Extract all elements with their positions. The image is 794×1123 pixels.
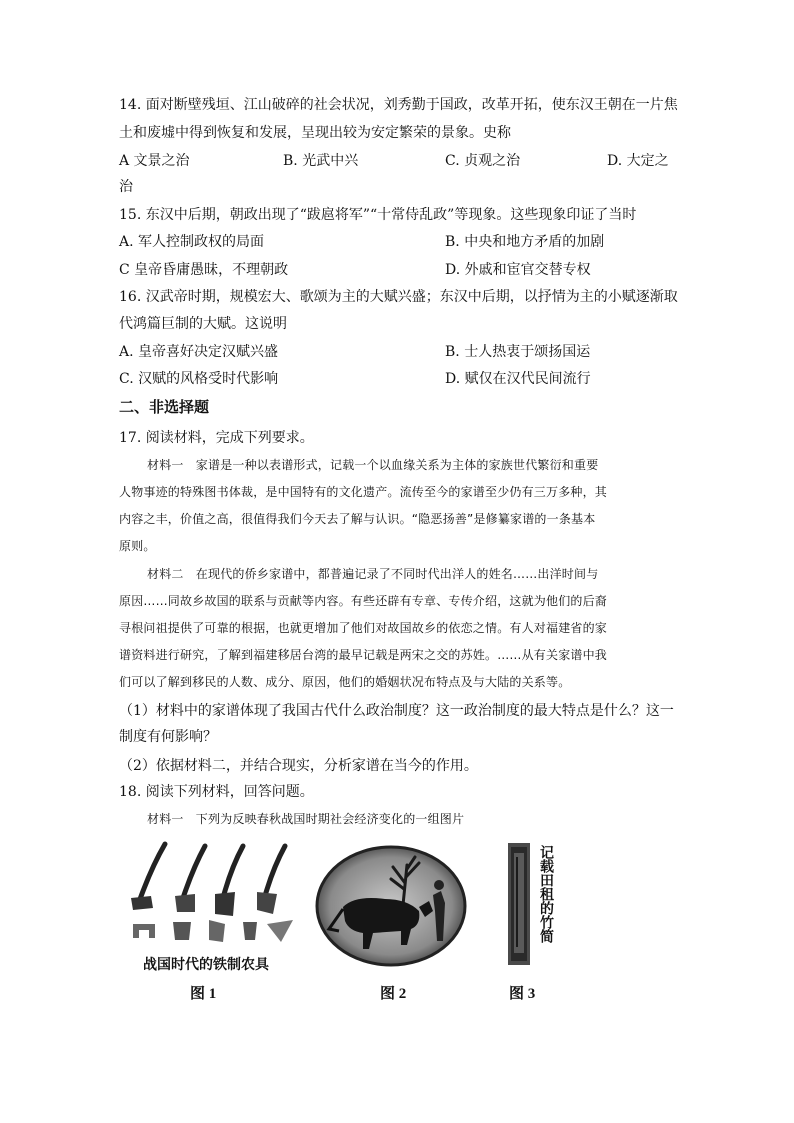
q16-stem-line2: 代鸿篇巨制的大赋。这说明	[119, 316, 287, 332]
bamboo-slip-image	[506, 843, 532, 965]
q17-material1-line1: 材料一 家谱是一种以表谱形式，记载一个以血缘关系为主体的家族世代繁衍和重要	[147, 458, 599, 472]
q16-option-a: A. 皇帝喜好决定汉赋兴盛	[119, 344, 279, 360]
q18-stem: 18. 阅读下列材料，回答问题。	[119, 784, 314, 800]
q14-option-d-wrap: 治	[119, 179, 133, 195]
q17-stem: 17. 阅读材料，完成下列要求。	[119, 430, 314, 446]
q17-subquestion2: （2）依据材料二，并结合现实，分析家谱在当今的作用。	[119, 758, 478, 774]
q17-material1-line3: 内容之丰，价值之高，很值得我们今天去了解与认识。“隐恶扬善”是修纂家谱的一条基本	[119, 512, 596, 526]
q14-option-a: A 文景之治	[119, 153, 190, 169]
q14-option-b: B. 光武中兴	[283, 153, 359, 169]
q14-stem-line1: 14. 面对断壁残垣、江山破碎的社会状况，刘秀勤于国政，改革开拓，使东汉王朝在一片焦	[119, 97, 678, 113]
q18-material1: 材料一 下列为反映春秋战国时期社会经济变化的一组图片	[147, 812, 465, 826]
q14-option-d: D. 大定之	[607, 153, 669, 169]
ox-plowing-relief-image	[315, 845, 467, 967]
q16-option-c: C. 汉赋的风格受时代影响	[119, 371, 279, 387]
q15-option-a: A. 军人控制政权的局面	[119, 234, 265, 250]
q16-option-b: B. 士人热衷于颂扬国运	[445, 344, 591, 360]
q17-subquestion1-line2: 制度有何影响？	[119, 729, 217, 745]
q14-option-c: C. 贞观之治	[445, 153, 521, 169]
q17-material2-line1: 材料二 在现代的侨乡家谱中，都普遍记录了不同时代出洋人的姓名……出洋时间与	[147, 567, 599, 581]
q17-material2-line4: 谱资料进行研究，了解到福建移居台湾的最早记载是两宋之交的苏姓。……从有关家谱中我	[119, 648, 608, 662]
q17-subquestion1-line1: （1）材料中的家谱体现了我国古代什么政治制度？这一政治制度的最大特点是什么？这一	[119, 703, 674, 719]
figure1-label: 图 1	[190, 986, 217, 1002]
q17-material2-line5: 们可以了解到移民的人数、成分、原因，他们的婚姻状况布特点及与大陆的关系等。	[119, 675, 571, 689]
figure2-label: 图 2	[380, 986, 407, 1002]
q17-material2-line2: 原因……同故乡故国的联系与贡献等内容。有些还辟有专章、专传介绍，这就为他们的后裔	[119, 594, 608, 608]
q15-option-b: B. 中央和地方矛盾的加剧	[445, 234, 605, 250]
q15-option-d: D. 外戚和宦官交替专权	[445, 262, 591, 278]
q17-material1-line4: 原则。	[119, 539, 156, 553]
section-heading: 二、非选择题	[119, 398, 210, 416]
q14-stem-line2: 土和废墟中得到恢复和发展，呈现出较为安定繁荣的景象。史称	[119, 125, 511, 141]
q16-option-d: D. 赋仅在汉代民间流行	[445, 371, 591, 387]
q17-material1-line2: 人物事迹的特殊图书体裁，是中国特有的文化遗产。流传至今的家谱至少仍有三万多种，其	[119, 485, 608, 499]
figure1-caption: 战国时代的铁制农具	[143, 957, 269, 973]
bamboo-slip-caption: 记载田租的竹简	[538, 845, 554, 943]
q15-option-c: C 皇帝昏庸愚昧，不理朝政	[119, 262, 289, 278]
iron-farm-tools-image	[125, 838, 300, 950]
figure3-label: 图 3	[509, 986, 536, 1002]
q15-stem: 15. 东汉中后期，朝政出现了“跋扈将军”“十常侍乱政”等现象。这些现象印证了当时	[119, 207, 637, 223]
q17-material2-line3: 寻根问祖提供了可靠的根据，也就更增加了他们对故国故乡的依恋之情。有人对福建省的家	[119, 621, 608, 635]
q16-stem-line1: 16. 汉武帝时期，规模宏大、歌颂为主的大赋兴盛；东汉中后期，以抒情为主的小赋逐渐取	[119, 289, 678, 305]
